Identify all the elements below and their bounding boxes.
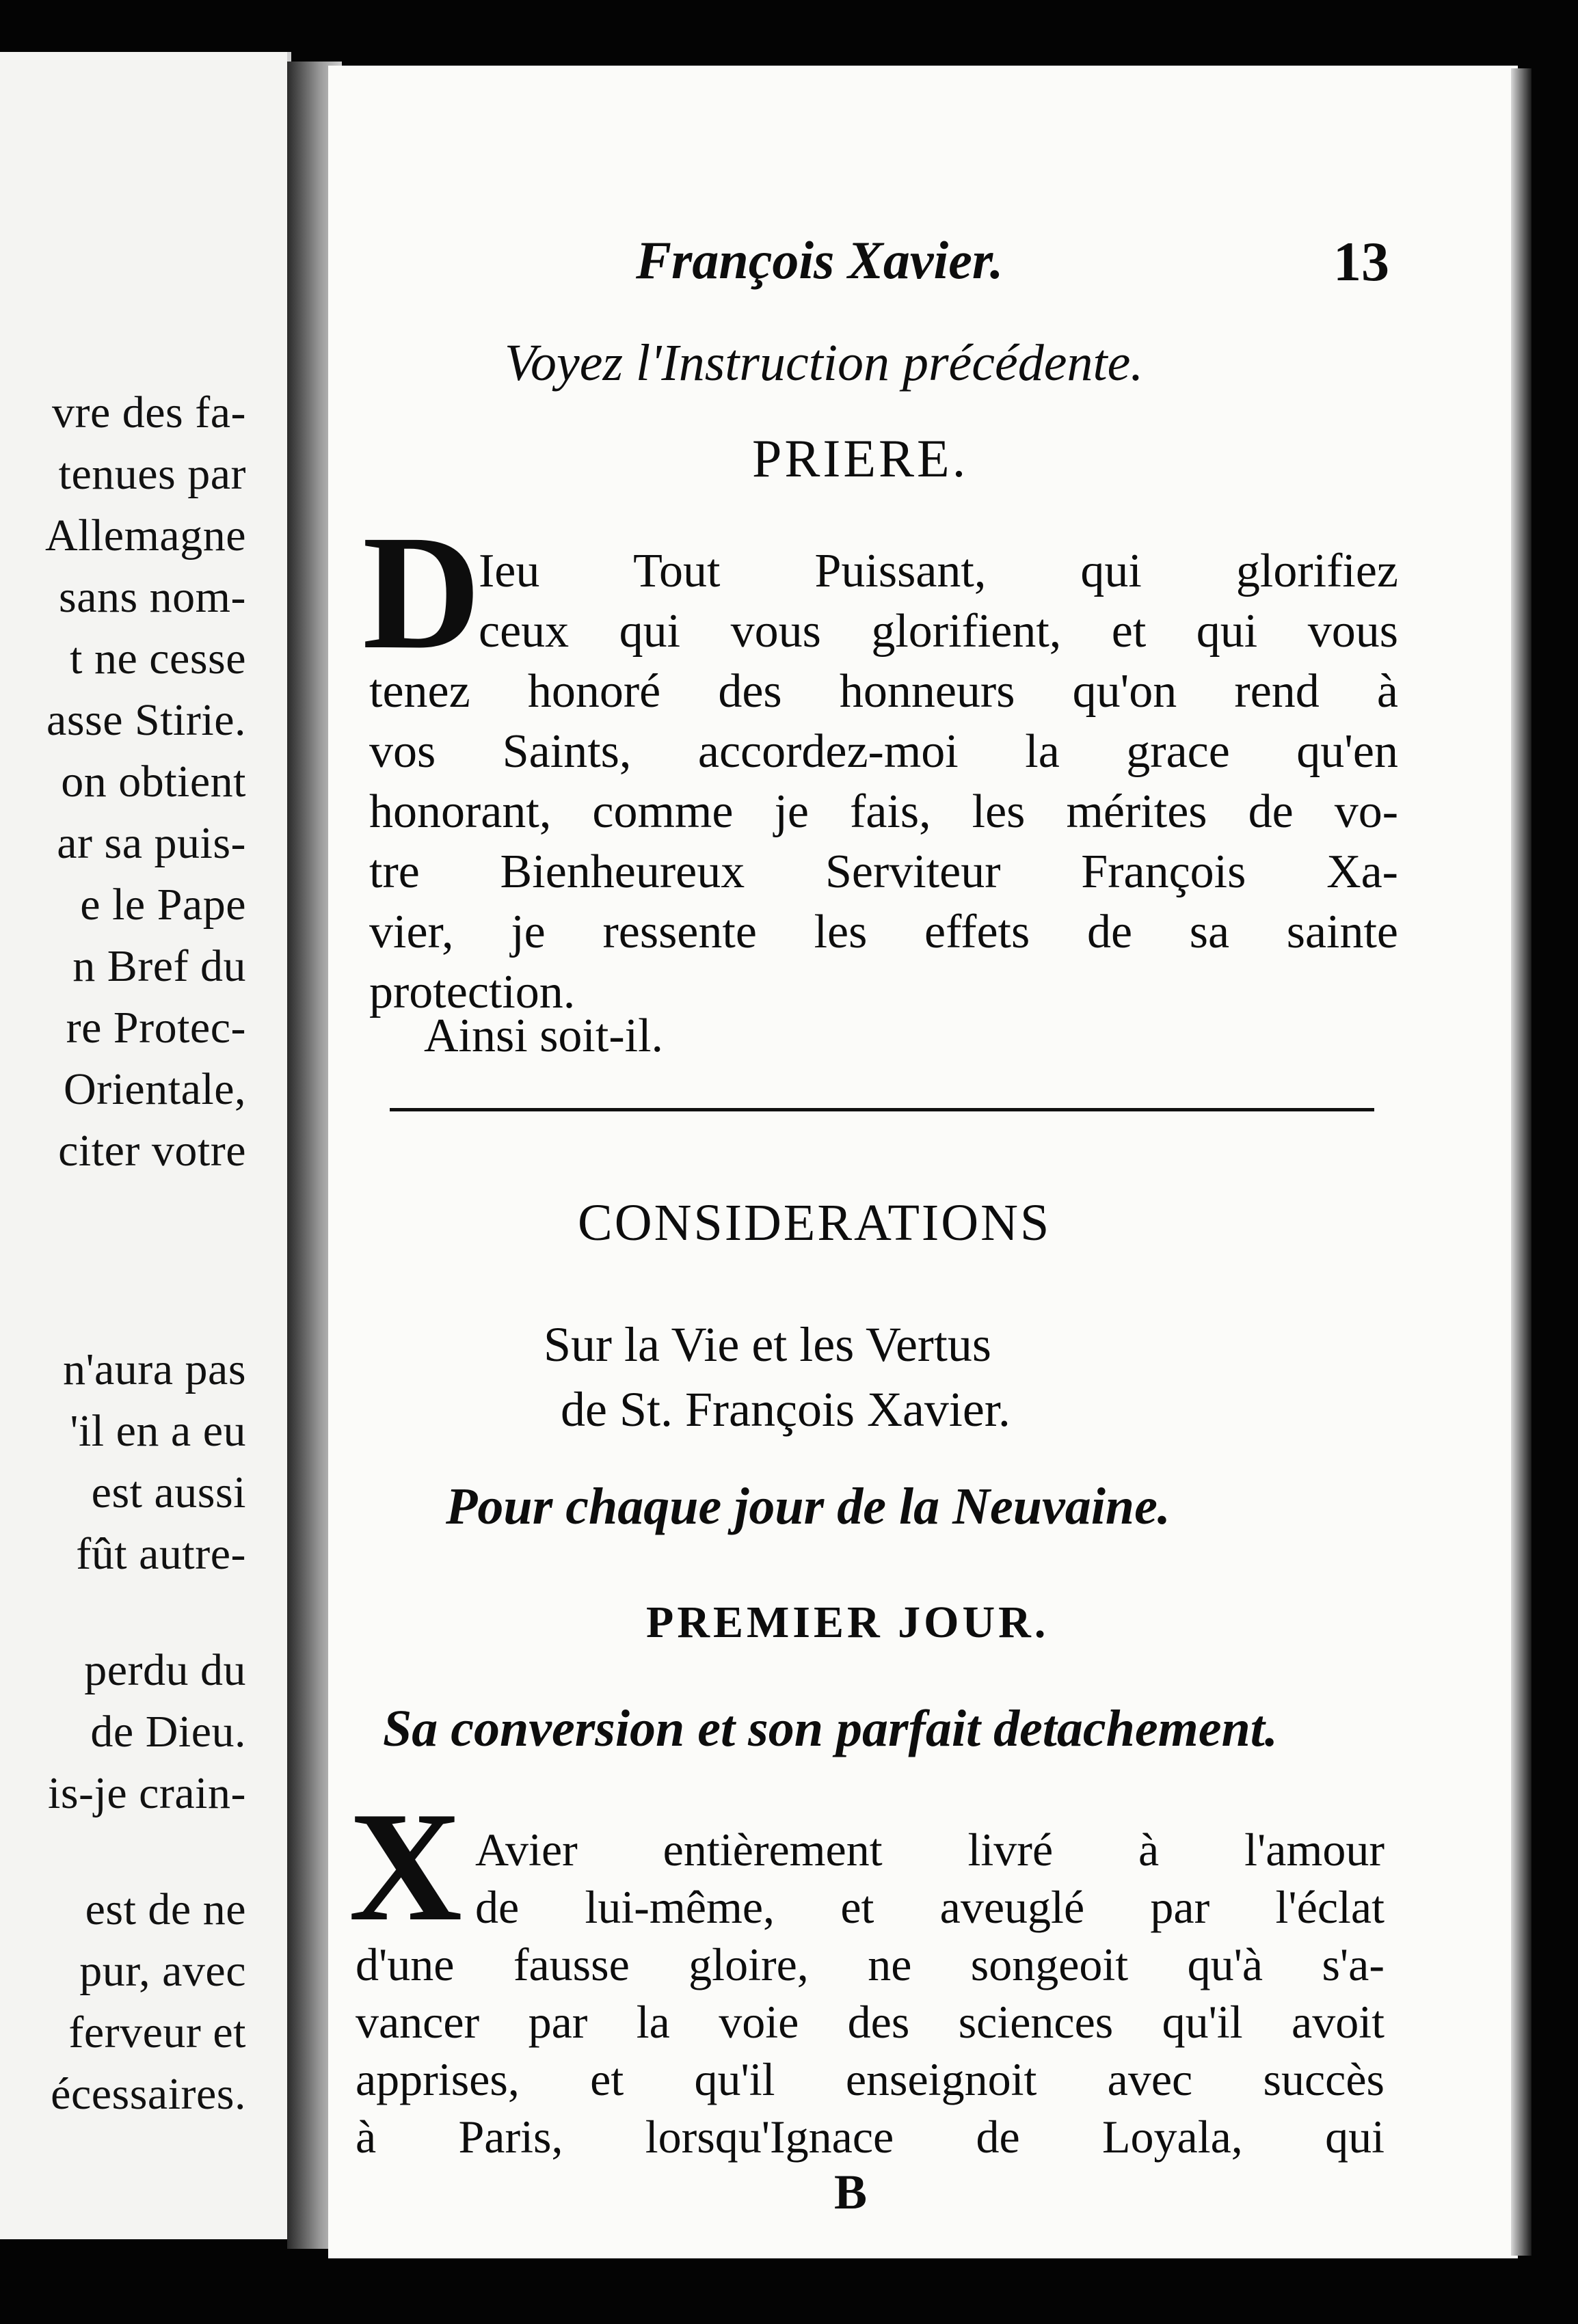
- left-page-line: pur, avec: [79, 1946, 246, 1996]
- left-page-line: re Protec-: [66, 1003, 246, 1053]
- left-page-line: is-je crain-: [47, 1768, 246, 1818]
- left-page-line: 'il en a eu: [70, 1406, 246, 1456]
- left-page-line: écessaires.: [51, 2069, 246, 2119]
- prayer-line: ceux qui vous glorifient, et qui vous: [479, 605, 1398, 658]
- left-page-line: asse Stirie.: [46, 695, 246, 745]
- first-day-line: de lui-même, et aveuglé par l'éclat: [475, 1881, 1385, 1933]
- right-page: [328, 66, 1518, 2258]
- day-heading: PREMIER JOUR.: [646, 1597, 1049, 1647]
- day-subtitle: Sa conversion et son parfait detachement.: [383, 1700, 1278, 1757]
- left-page-line: ar sa puis-: [57, 818, 246, 868]
- prayer-line: Ieu Tout Puissant, qui glorifiez: [479, 545, 1398, 597]
- prayer-line: vos Saints, accordez-moi la grace qu'en: [369, 725, 1398, 778]
- prayer-heading: PRIERE.: [752, 429, 969, 488]
- left-page-line: citer votre: [58, 1126, 246, 1176]
- signature-mark: B: [834, 2165, 868, 2219]
- page-edge: [1511, 68, 1532, 2256]
- left-page-line: perdu du: [84, 1645, 246, 1695]
- first-day-line: vancer par la voie des sciences qu'il avoit: [356, 1996, 1385, 2048]
- prayer-closing: Ainsi soit-il.: [424, 1010, 664, 1062]
- considerations-heading: CONSIDERATIONS: [578, 1194, 1052, 1252]
- left-page-line: t ne cesse: [70, 634, 246, 684]
- first-day-line: apprises, et qu'il enseignoit avec succès: [356, 2053, 1385, 2105]
- left-page-line: on obtient: [61, 757, 246, 807]
- prayer-dropcap: D: [362, 501, 481, 683]
- prayer-line: protection.: [369, 966, 576, 1018]
- left-page-line: est de ne: [85, 1884, 246, 1934]
- left-page-line: Orientale,: [63, 1064, 246, 1114]
- section-divider: [390, 1108, 1374, 1111]
- prayer-line: vier, je ressente les effets de sa sainte: [369, 906, 1398, 958]
- considerations-subtitle-2: de St. François Xavier.: [561, 1382, 1011, 1437]
- left-page: [0, 52, 291, 2239]
- left-page-line: est aussi: [91, 1468, 246, 1517]
- page-number: 13: [1333, 230, 1389, 293]
- prayer-line: tre Bienheureux Serviteur François Xa-: [369, 846, 1398, 898]
- left-page-line: tenues par: [58, 449, 246, 499]
- first-day-line: Avier entièrement livré à l'amour: [475, 1824, 1385, 1876]
- first-day-line: à Paris, lorsqu'Ignace de Loyala, qui: [356, 2111, 1385, 2163]
- left-page-line: fût autre-: [76, 1529, 246, 1579]
- left-page-line: e le Pape: [80, 880, 246, 930]
- first-day-dropcap: X: [349, 1779, 463, 1954]
- considerations-subtitle-1: Sur la Vie et les Vertus: [544, 1317, 991, 1372]
- running-title: François Xavier.: [636, 230, 1004, 290]
- daily-line: Pour chaque jour de la Neuvaine.: [446, 1478, 1171, 1535]
- left-page-line: de Dieu.: [90, 1707, 246, 1757]
- left-page-line: n Bref du: [72, 941, 246, 991]
- left-page-line: ferveur et: [68, 2008, 246, 2057]
- left-page-line: sans nom-: [59, 572, 246, 622]
- prayer-line: tenez honoré des honneurs qu'on rend à: [369, 665, 1398, 718]
- left-page-line: n'aura pas: [63, 1345, 246, 1394]
- left-page-line: Allemagne: [44, 511, 246, 560]
- first-day-line: d'une fausse gloire, ne songeoit qu'à s'a-: [356, 1938, 1385, 1990]
- reference-line: Voyez l'Instruction précédente.: [505, 334, 1144, 392]
- left-page-line: vre des fa-: [51, 388, 246, 437]
- prayer-line: honorant, comme je fais, les mérites de vo-: [369, 785, 1398, 838]
